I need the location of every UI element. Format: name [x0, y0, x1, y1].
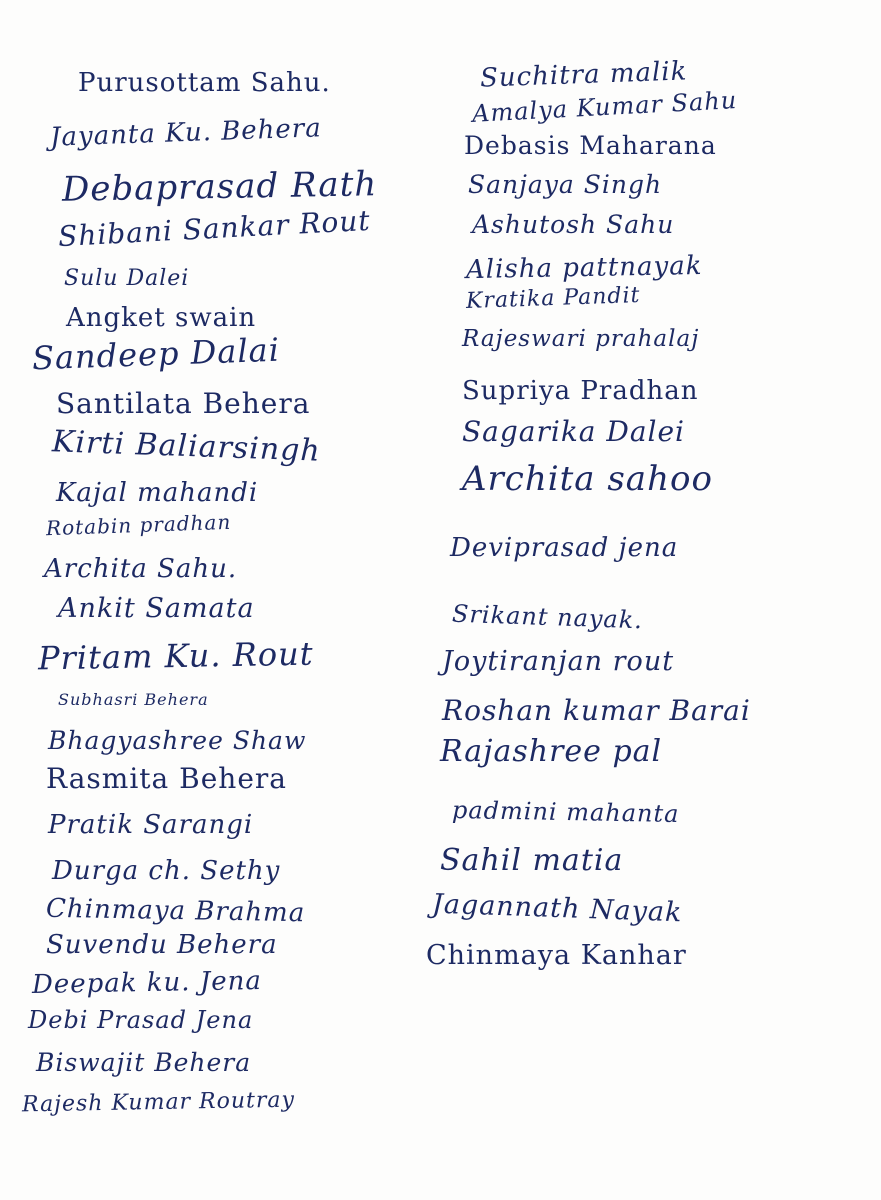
signature-entry: Bhagyashree Shaw	[48, 726, 307, 755]
signature-entry: Chinmaya Kanhar	[426, 940, 687, 971]
signature-entry: Suchitra malik	[479, 56, 688, 94]
signature-entry: Alisha pattnayak	[465, 250, 703, 286]
signature-entry: Kirti Baliarsingh	[51, 424, 322, 469]
signature-entry: Srikant nayak.	[451, 599, 644, 635]
signature-entry: Shibani Sankar Rout	[57, 203, 372, 254]
signature-entry: Sagarika Dalei	[462, 415, 686, 448]
signature-entry: Deepak ku. Jena	[31, 965, 263, 1001]
signature-entry: Joytiranjan rout	[442, 646, 675, 677]
signature-entry: padmini mahanta	[451, 796, 680, 828]
signature-entry: Jayanta Ku. Behera	[49, 113, 323, 153]
signature-entry: Roshan kumar Barai	[442, 694, 751, 727]
signature-entry: Suvendu Behera	[46, 930, 278, 960]
signature-entry: Sanjaya Singh	[468, 170, 663, 199]
signature-entry: Ankit Samata	[58, 593, 255, 624]
signature-entry: Angket swain	[66, 303, 257, 333]
signature-entry: Sandeep Dalai	[31, 330, 281, 378]
signature-entry: Archita Sahu.	[44, 554, 238, 584]
signature-entry: Sahil matia	[440, 843, 624, 878]
signature-entry: Debi Prasad Jena	[28, 1006, 254, 1034]
signature-entry: Ashutosh Sahu	[472, 210, 675, 239]
signature-entry: Amalya Kumar Sahu	[471, 86, 738, 128]
right-name-column	[426, 0, 880, 1200]
signature-entry: Archita sahoo	[462, 459, 713, 499]
signature-entry: Pratik Sarangi	[48, 810, 254, 840]
signature-entry: Santilata Behera	[56, 387, 311, 420]
signature-entry: Sulu Dalei	[64, 266, 190, 291]
signature-entry: Pritam Ku. Rout	[37, 634, 314, 678]
signature-entry: Jagannath Nayak	[431, 888, 683, 929]
signature-entry: Kajal mahandi	[56, 478, 259, 508]
signature-entry: Rajashree pal	[440, 734, 663, 769]
signature-entry: Supriya Pradhan	[462, 376, 699, 406]
signature-entry: Kratika Pandit	[465, 282, 641, 315]
signature-entry: Rajeswari prahalaj	[462, 326, 700, 352]
signature-entry: Biswajit Behera	[36, 1048, 252, 1077]
signature-entry: Rotabin pradhan	[45, 509, 232, 541]
signature-entry: Durga ch. Sethy	[52, 856, 281, 886]
signature-entry: Rajesh Kumar Routray	[21, 1087, 296, 1118]
signature-entry: Debaprasad Rath	[61, 164, 378, 210]
signature-entry: Chinmaya Brahma	[45, 893, 306, 929]
signature-entry: Deviprasad jena	[450, 533, 679, 563]
signature-entry: Rasmita Behera	[46, 762, 287, 795]
left-name-column	[0, 0, 440, 1200]
signature-entry: Purusottam Sahu.	[78, 68, 331, 98]
signature-entry: Debasis Maharana	[464, 131, 717, 160]
signature-entry: Subhasri Behera	[58, 690, 209, 709]
